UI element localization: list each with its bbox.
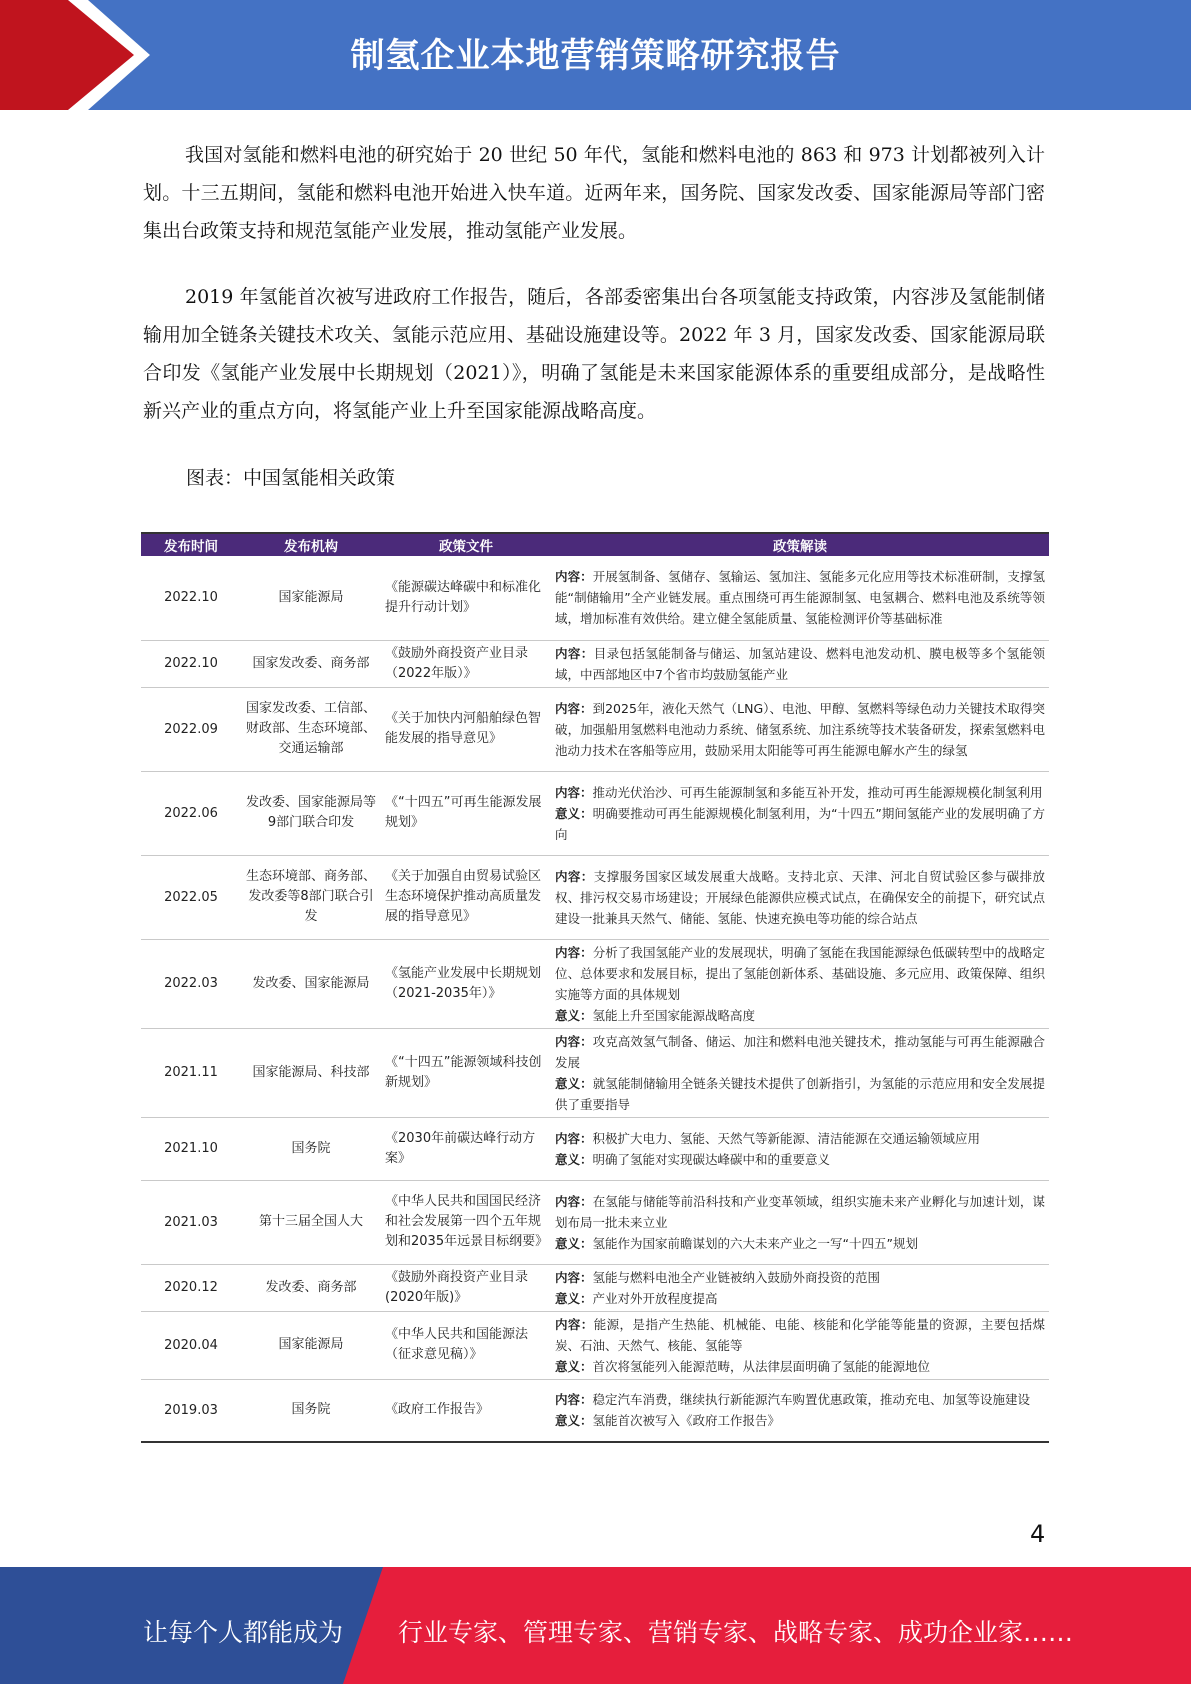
interpretation-item [555, 566, 1045, 629]
cell-date: 2020.04 [141, 1311, 241, 1379]
cell-document: 《中华人民共和国国民经济和社会发展第一四个五年规划和2035年远景目标纲要》 [381, 1180, 551, 1264]
table-row [141, 939, 1049, 1028]
interpretation-item [555, 1191, 1045, 1233]
cell-agency: 第十三届全国人大 [241, 1180, 381, 1264]
table-row [141, 1117, 1049, 1180]
table-caption: 图表：中国氢能相关政策 [186, 467, 396, 489]
cell-document: 《政府工作报告》 [381, 1379, 551, 1442]
cell-date: 2022.06 [141, 771, 241, 855]
interpretation-item [555, 1031, 1045, 1073]
page-number: 4 [1030, 1520, 1046, 1548]
interpretation-label: 意义： [555, 1007, 593, 1023]
cell-document: 《能源碳达峰碳中和标准化提升行动计划》 [381, 556, 551, 640]
cell-document: 《鼓励外商投资产业目录（2022年版）》 [381, 640, 551, 687]
cell-agency: 国家发改委、商务部 [241, 640, 381, 687]
cell-agency: 国务院 [241, 1379, 381, 1442]
interpretation-text: 积极扩大电力、氢能、天然气等新能源、清洁能源在交通运输领域应用 [592, 1130, 981, 1146]
cell-interpretation [551, 1117, 1049, 1180]
table-row [141, 640, 1049, 687]
interpretation-text: 攻克高效氢气制备、储运、加注和燃料电池关键技术，推动氢能与可再生能源融合发展 [555, 1033, 1045, 1070]
interpretation-text: 明确要推动可再生能源规模化制氢利用，为“十四五”期间氢能产业的发展明确了方向 [555, 805, 1045, 842]
interpretation-label: 内容： [555, 569, 593, 585]
interpretation-text: 氢能首次被写入《政府工作报告》 [592, 1413, 781, 1429]
col-header-agency: 发布机构 [241, 533, 381, 556]
interpretation-text: 首次将氢能列入能源范畴，从法律层面明确了氢能的能源地位 [592, 1358, 931, 1374]
policy-table [141, 532, 1049, 1443]
intro-paragraph-1: 我国对氢能和燃料电池的研究始于 20 世纪 50 年代，氢能和燃料电池的 863 和 973 计划都被列入计划。十三五期间，氢能和燃料电池开始进入快车道。近两年来，国务院、国家发改委、国家能源局等部门密集出台政策支持和规范氢能产业发展，推动氢能产业发展。 [143, 144, 1045, 242]
cell-interpretation [551, 1264, 1049, 1311]
cell-interpretation [551, 771, 1049, 855]
interpretation-text: 分析了我国氢能产业的发展现状，明确了氢能在我国能源绿色低碳转型中的战略定位、总体要求和发展目标，提出了氢能创新体系、基础设施、多元应用、政策保障、组织实施等方面的具体规划 [555, 944, 1045, 1002]
interpretation-item [555, 1005, 1045, 1026]
page-header [0, 0, 1191, 110]
interpretation-text: 能源，是指产生热能、机械能、电能、核能和化学能等能量的资源，主要包括煤炭、石油、天然气、核能、氢能等 [555, 1316, 1045, 1353]
cell-date: 2021.10 [141, 1117, 241, 1180]
interpretation-text: 就氢能制储输用全链条关键技术提供了创新指引，为氢能的示范应用和安全发展提供了重要指导 [555, 1075, 1045, 1112]
interpretation-label: 内容： [555, 1392, 593, 1408]
cell-date: 2021.11 [141, 1028, 241, 1117]
interpretation-item [555, 866, 1045, 929]
cell-document: 《关于加强自由贸易试验区生态环境保护推动高质量发展的指导意见》 [381, 855, 551, 939]
interpretation-item [555, 1410, 1045, 1431]
interpretation-item [555, 1389, 1045, 1410]
interpretation-item [555, 782, 1045, 803]
interpretation-label: 内容： [555, 700, 593, 716]
cell-date: 2019.03 [141, 1379, 241, 1442]
cell-agency: 国家能源局 [241, 556, 381, 640]
interpretation-text: 到2025年，液化天然气（LNG）、电池、甲醇、氢燃料等绿色动力关键技术取得突破，加强船用氢燃料电池动力系统、储氢系统、加注系统等技术装备研发，探索氢燃料电池动力技术在客船等应用，鼓励采用太阳能等可再生能源电解水产生的绿氢 [555, 700, 1045, 758]
cell-agency: 国家发改委、工信部、财政部、生态环境部、交通运输部 [241, 687, 381, 771]
cell-agency: 国家能源局、科技部 [241, 1028, 381, 1117]
interpretation-item [555, 643, 1045, 685]
table-row [141, 687, 1049, 771]
table-row [141, 771, 1049, 855]
interpretation-item [555, 1233, 1045, 1254]
interpretation-label: 内容： [555, 1033, 593, 1049]
interpretation-label: 内容： [555, 1193, 593, 1209]
interpretation-text: 氢能与燃料电池全产业链被纳入鼓励外商投资的范围 [592, 1269, 881, 1285]
cell-date: 2022.05 [141, 855, 241, 939]
table-row [141, 1028, 1049, 1117]
interpretation-text: 氢能作为国家前瞻谋划的六大未来产业之一写“十四五”规划 [592, 1235, 918, 1251]
table-header-row [141, 533, 1049, 556]
cell-document: 《“十四五”可再生能源发展规划》 [381, 771, 551, 855]
interpretation-label: 意义： [555, 805, 593, 821]
interpretation-item [555, 942, 1045, 1005]
cell-agency: 发改委、商务部 [241, 1264, 381, 1311]
cell-interpretation [551, 855, 1049, 939]
cell-agency: 发改委、国家能源局等9部门联合印发 [241, 771, 381, 855]
interpretation-item [555, 803, 1045, 845]
interpretation-label: 内容： [555, 645, 594, 661]
cell-agency: 国家能源局 [241, 1311, 381, 1379]
interpretation-item [555, 1356, 1045, 1377]
cell-document: 《中华人民共和国能源法（征求意见稿）》 [381, 1311, 551, 1379]
cell-document: 《氢能产业发展中长期规划 （2021-2035年）》 [381, 939, 551, 1028]
cell-interpretation [551, 640, 1049, 687]
cell-interpretation [551, 556, 1049, 640]
interpretation-label: 意义： [555, 1075, 593, 1091]
cell-date: 2022.09 [141, 687, 241, 771]
cell-document: 《鼓励外商投资产业目录(2020年版)》 [381, 1264, 551, 1311]
cell-date: 2020.12 [141, 1264, 241, 1311]
cell-document: 《关于加快内河船舶绿色智能发展的指导意见》 [381, 687, 551, 771]
interpretation-label: 内容： [555, 1316, 594, 1332]
interpretation-text: 明确了氢能对实现碳达峰碳中和的重要意义 [592, 1151, 831, 1167]
cell-date: 2022.10 [141, 556, 241, 640]
interpretation-text: 氢能上升至国家能源战略高度 [592, 1007, 756, 1023]
interpretation-text: 推动光伏治沙、可再生能源制氢和多能互补开发，推动可再生能源规模化制氢利用 [592, 784, 1043, 800]
cell-agency: 生态环境部、商务部、发改委等8部门联合引发 [241, 855, 381, 939]
cell-interpretation [551, 687, 1049, 771]
interpretation-item [555, 1128, 1045, 1149]
interpretation-item [555, 1267, 1045, 1288]
interpretation-text: 开展氢制备、氢储存、氢输运、氢加注、氢能多元化应用等技术标准研制，支撑氢能“制储输用”全产业链发展。重点围绕可再生能源制氢、电氢耦合、燃料电池及系统等领域，增加标准有效供给。建立健全氢能质量、氢能检测评价等基础标准 [555, 569, 1045, 627]
cell-interpretation [551, 1180, 1049, 1264]
table-row [141, 1379, 1049, 1442]
interpretation-label: 意义： [555, 1413, 593, 1429]
table-row [141, 1264, 1049, 1311]
intro-paragraph-2: 2019 年氢能首次被写进政府工作报告，随后，各部委密集出台各项氢能支持政策，内容涉及氢能制储输用加全链条关键技术攻关、氢能示范应用、基础设施建设等。2022 年 3 月，国家发改委、国家能源局联合印发《氢能产业发展中长期规划（2021）》，明确了氢能是未来国家能源体系的重要组成部分，是战略性新兴产业的重点方向，将氢能产业上升至国家能源战略高度。 [143, 286, 1045, 422]
interpretation-item [555, 1073, 1045, 1115]
cell-agency: 发改委、国家能源局 [241, 939, 381, 1028]
cell-document: 《2030年前碳达峰行动方案》 [381, 1117, 551, 1180]
interpretation-item [555, 1288, 1045, 1309]
table-row [141, 855, 1049, 939]
table-row [141, 1311, 1049, 1379]
table-row [141, 556, 1049, 640]
report-title: 制氢企业本地营销策略研究报告 [350, 36, 841, 76]
cell-agency: 国务院 [241, 1117, 381, 1180]
cell-interpretation [551, 1028, 1049, 1117]
cell-interpretation [551, 939, 1049, 1028]
cell-interpretation [551, 1379, 1049, 1442]
interpretation-text: 目录包括氢能制备与储运、加氢站建设、燃料电池发动机、膜电极等多个氢能领域，中西部地区中7个省市均鼓励氢能产业 [555, 645, 1045, 682]
interpretation-label: 意义： [555, 1290, 593, 1306]
interpretation-text: 在氢能与储能等前沿科技和产业变革领域，组织实施未来产业孵化与加速计划，谋划布局一批未来立业 [555, 1193, 1045, 1230]
interpretation-label: 内容： [555, 944, 593, 960]
interpretation-label: 意义： [555, 1358, 593, 1374]
cell-date: 2022.10 [141, 640, 241, 687]
footer-slogan-right: 行业专家、管理专家、营销专家、战略专家、成功企业家…… [398, 1618, 1074, 1647]
interpretation-item [555, 1314, 1045, 1356]
interpretation-label: 意义： [555, 1235, 593, 1251]
interpretation-label: 内容： [555, 868, 594, 884]
col-header-date: 发布时间 [141, 533, 241, 556]
interpretation-label: 内容： [555, 1269, 593, 1285]
cell-document: 《“十四五”能源领域科技创新规划》 [381, 1028, 551, 1117]
col-header-interpretation: 政策解读 [551, 533, 1049, 556]
table-body [141, 556, 1049, 1442]
interpretation-label: 意义： [555, 1151, 593, 1167]
interpretation-label: 内容： [555, 784, 593, 800]
footer-slogan-left: 让每个人都能成为 [143, 1618, 344, 1647]
col-header-document: 政策文件 [381, 533, 551, 556]
interpretation-item [555, 1149, 1045, 1170]
cell-date: 2021.03 [141, 1180, 241, 1264]
interpretation-text: 产业对外开放程度提高 [592, 1290, 718, 1306]
table-row [141, 1180, 1049, 1264]
interpretation-text: 稳定汽车消费，继续执行新能源汽车购置优惠政策，推动充电、加氢等设施建设 [592, 1392, 1031, 1408]
cell-date: 2022.03 [141, 939, 241, 1028]
interpretation-text: 支撑服务国家区域发展重大战略。支持北京、天津、河北自贸试验区参与碳排放权、排污权交易市场建设；开展绿色能源供应模式试点，在确保安全的前提下，研究试点建设一批兼具天然气、储能、氢能、快速充换电等功能的综合站点 [555, 868, 1045, 926]
cell-interpretation [551, 1311, 1049, 1379]
interpretation-item [555, 698, 1045, 761]
interpretation-label: 内容： [555, 1130, 593, 1146]
